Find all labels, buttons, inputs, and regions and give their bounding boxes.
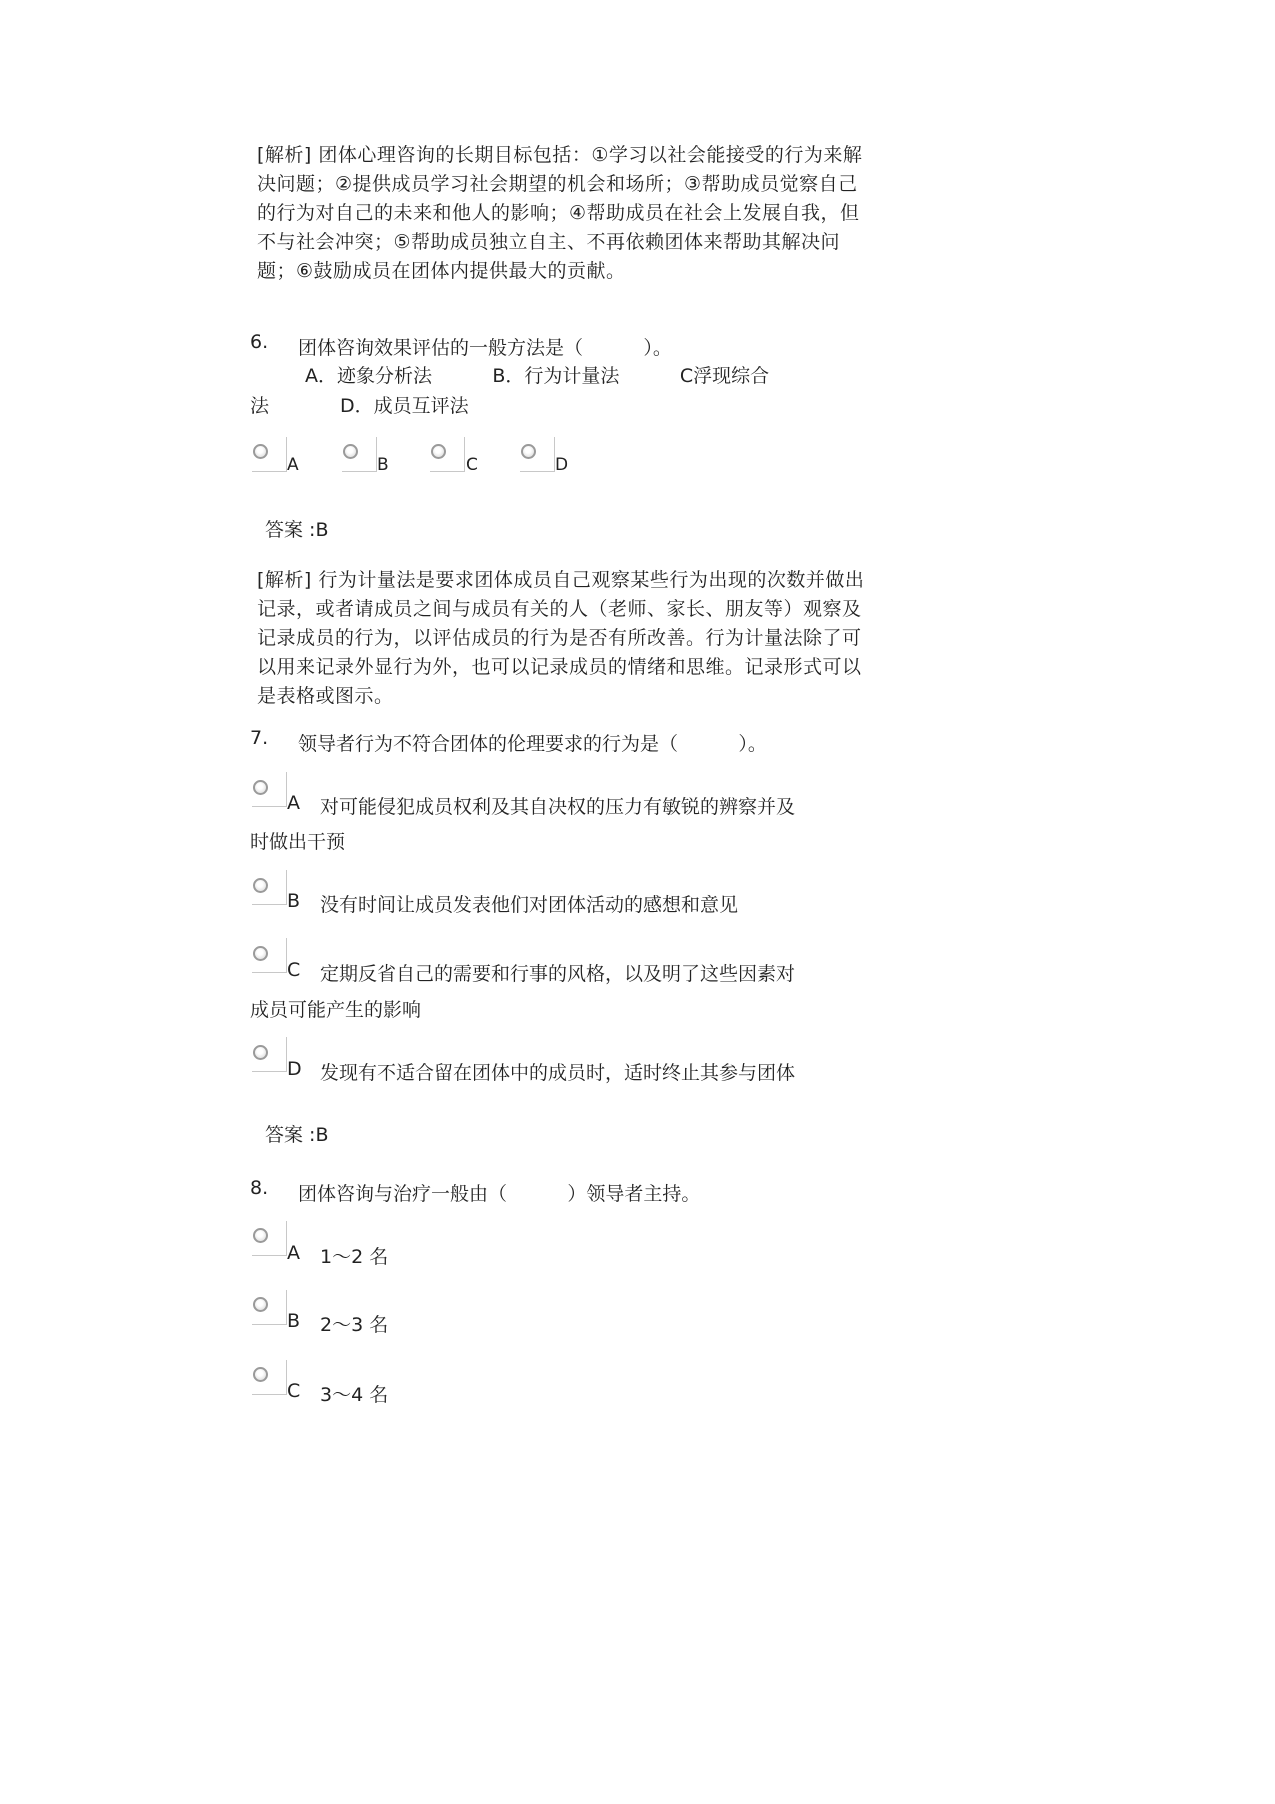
radio-button[interactable] <box>253 1045 268 1060</box>
radio-button[interactable] <box>253 780 268 795</box>
analysis-q6 <box>257 566 877 711</box>
radio-label: C <box>466 455 478 475</box>
analysis-q5 <box>257 141 877 286</box>
question-options-line: D．成员互评法 <box>340 395 469 417</box>
radio-button[interactable] <box>253 444 268 459</box>
radio-label: D <box>287 1058 302 1080</box>
analysis-text: 团体心理咨询的长期目标包括：①学习以社会能接受的行为来解决问题；②提供成员学习社会期望的机会和场所；③帮助成员觉察自己的行为对自己的未来和他人的影响；④帮助成员在社会上发展自我，但不与社会冲突；⑤帮助成员独立自主、不再依赖团体来帮助其解决问题；⑥鼓励成员在团体内提供最大的贡献。 <box>257 144 863 282</box>
radio-label: A <box>287 792 300 814</box>
radio-button[interactable] <box>343 444 358 459</box>
radio-label: A <box>287 455 299 475</box>
radio-label: D <box>555 455 569 475</box>
option-text: 成员可能产生的影响 <box>250 999 422 1021</box>
answer-q7: 答案 :B <box>265 1124 329 1146</box>
question-stem: 领导者行为不符合团体的伦理要求的行为是（ ）。 <box>298 733 767 755</box>
radio-label: B <box>287 1310 301 1332</box>
radio-button[interactable] <box>521 444 536 459</box>
radio-button[interactable] <box>253 1367 268 1382</box>
radio-label: C <box>287 959 301 981</box>
option-text: 没有时间让成员发表他们对团体活动的感想和意见 <box>320 894 739 916</box>
option-text: 定期反省自己的需要和行事的风格，以及明了这些因素对 <box>320 963 796 985</box>
radio-button[interactable] <box>253 1228 268 1243</box>
answer-q6: 答案 :B <box>265 519 329 541</box>
option-text: 时做出干预 <box>250 831 346 853</box>
question-options-line: A．迹象分析法 B．行为计量法 C浮现综合 <box>305 365 770 387</box>
radio-label: A <box>287 1242 300 1264</box>
radio-button[interactable] <box>431 444 446 459</box>
option-text: 对可能侵犯成员权利及其自决权的压力有敏锐的辨察并及 <box>320 796 796 818</box>
analysis-label: [解析] <box>257 569 312 591</box>
question-stem: 团体咨询与治疗一般由（ ）领导者主持。 <box>298 1183 701 1205</box>
analysis-text: 行为计量法是要求团体成员自己观察某些行为出现的次数并做出记录，或者请成员之间与成员有关的人（老师、家长、朋友等）观察及记录成员的行为，以评估成员的行为是否有所改善。行为计量法除了可以用来记录外显行为外，也可以记录成员的情绪和思维。记录形式可以是表格或图示。 <box>257 569 865 707</box>
radio-button[interactable] <box>253 878 268 893</box>
analysis-label: [解析] <box>257 144 312 166</box>
question-options-line: 法 <box>250 395 270 417</box>
radio-button[interactable] <box>253 1297 268 1312</box>
radio-label: C <box>287 1380 301 1402</box>
option-text: 3～4 名 <box>320 1384 389 1406</box>
radio-button[interactable] <box>253 946 268 961</box>
question-number: 7. <box>250 727 269 749</box>
question-stem: 团体咨询效果评估的一般方法是（ ）。 <box>298 337 672 359</box>
option-text: 发现有不适合留在团体中的成员时，适时终止其参与团体 <box>320 1062 796 1084</box>
question-number: 8. <box>250 1177 269 1199</box>
question-number: 6. <box>250 331 269 353</box>
option-text: 1～2 名 <box>320 1246 389 1268</box>
option-text: 2～3 名 <box>320 1314 389 1336</box>
radio-label: B <box>377 455 389 475</box>
radio-label: B <box>287 890 301 912</box>
